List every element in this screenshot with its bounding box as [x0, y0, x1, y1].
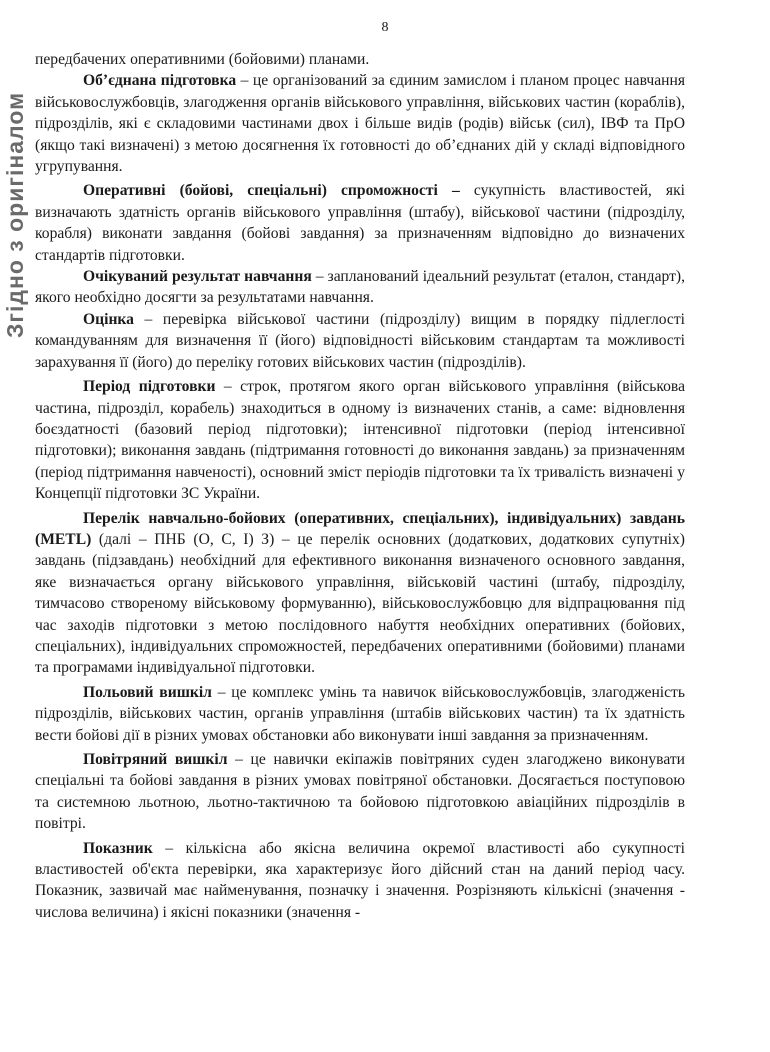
paragraph-continuation: [35, 49, 685, 70]
definition-paragraph: [35, 682, 685, 746]
definition-term: Період підготовки: [83, 378, 216, 396]
definition-text: – строк, протягом якого орган військового управління (військова частина, підрозділ, корабель) знаходиться в одному із визначених станів, а саме: відновлення боєздатності (базовий період підготовки); інтенсивної підготовки (період інтенсивної підготовки); виконання завдань (підтримання готовності до виконання завдань) за призначенням (період підтримання навченості), основний зміст періодів підготовки та їх тривалість визначені у Концепції підготовки ЗС України.: [35, 378, 685, 503]
definition-paragraph: [35, 749, 685, 835]
document-body: [35, 49, 685, 923]
definition-term: Перелік навчально-бойових (оперативних, спеціальних), індивідуальних) завдань (METL): [35, 509, 685, 548]
certification-stamp: Згідно з оригіналом: [2, 91, 28, 338]
definition-paragraph: [35, 376, 685, 504]
definition-term: Повітряний вишкіл: [83, 751, 228, 768]
definition-paragraph: [35, 309, 685, 373]
definition-text: – перевірка військової частини (підрозділу) вищим в порядку підлеглості командуванням для визначення її (його) відповідності військовим стандартам та можливості зарахування її (його) до переліку готових військових частин (підрозділів).: [35, 310, 685, 371]
definition-paragraph: [35, 508, 685, 679]
definition-paragraph: [35, 838, 685, 924]
definition-term: Об’єднана підготовка: [83, 72, 237, 90]
definition-paragraph: [35, 180, 685, 266]
definition-text: – це комплекс умінь та навичок військовослужбовців, злагодженість підрозділів, військових частин, органів управління (штабів військових частин) та їх здатність вести бойові дії в різних умовах обстановки або виконувати інші завдання за призначенням.: [35, 683, 685, 744]
definition-text: – це навички екіпажів повітряних суден злагоджено виконувати спеціальні та бойові завдання в різних умовах повітряної обстановки. Досягається поступовою та системною льотною, льотно-тактичною та бойовою підготовкою авіаційних підрозділів в повітрі.: [35, 751, 685, 833]
definition-text: – кількісна або якісна величина окремої властивості або сукупності властивостей об'єкта перевірки, яка характеризує його дійсний стан на даний період часу. Показник, зазвичай має найменування, позначку і значення. Розрізняють кількісні (значення - числова величина) і якісні показники (значення -: [35, 839, 685, 921]
definition-term: Оперативні (бойові, спеціальні) спроможності –: [83, 182, 460, 200]
definition-term: Очікуваний результат навчання: [83, 268, 312, 286]
definition-term: Польовий вишкіл: [83, 683, 212, 701]
definition-paragraph: [35, 70, 685, 177]
definition-text: – це організований за єдиним замислом і планом процес навчання військовослужбовців, злагодження органів військового управління, військових частин (кораблів), підрозділів, які є складовими частинами двох і більше видів (родів) військ (сил), ІВФ та ПрО (якщо такі визначені) з метою досягнення їх готовності до об’єднаних дій у складі відповідного угрупування.: [35, 72, 685, 176]
definition-term: Показник: [83, 839, 153, 857]
page-number: 8: [381, 20, 389, 35]
definition-text: сукупність властивостей, які визначають здатність органів військового управління (штабу), військової частини (підрозділу, корабля) виконати завдання (бойові завдання) за призначенням відповідно до визначених стандартів підготовки.: [35, 182, 685, 264]
paragraph-text: передбачених оперативними (бойовими) планами.: [35, 51, 370, 68]
definition-term: Оцінка: [83, 310, 134, 328]
definition-paragraph: [35, 266, 685, 309]
definition-text: (далі – ПНБ (О, С, І) З) – це перелік основних (додаткових, додаткових супутніх) завдань (підзавдань) необхідний для ефективного виконання визначеного основного завдання, яке визначається органу військового управління, військовій частині (штабу, підрозділу, тимчасово створеному військовому формуванню), військовослужбовцю для відпрацювання під час заходів підготовки з метою послідовного набуття необхідних оперативних (бойових, спеціальних), індивідуальних спроможностей, передбачених оперативними (бойовими) планами та програмами індивідуальної підготовки.: [35, 530, 685, 677]
definition-text: – запланований ідеальний результат (еталон, стандарт), якого необхідно досягти за результатами навчання.: [35, 268, 686, 307]
